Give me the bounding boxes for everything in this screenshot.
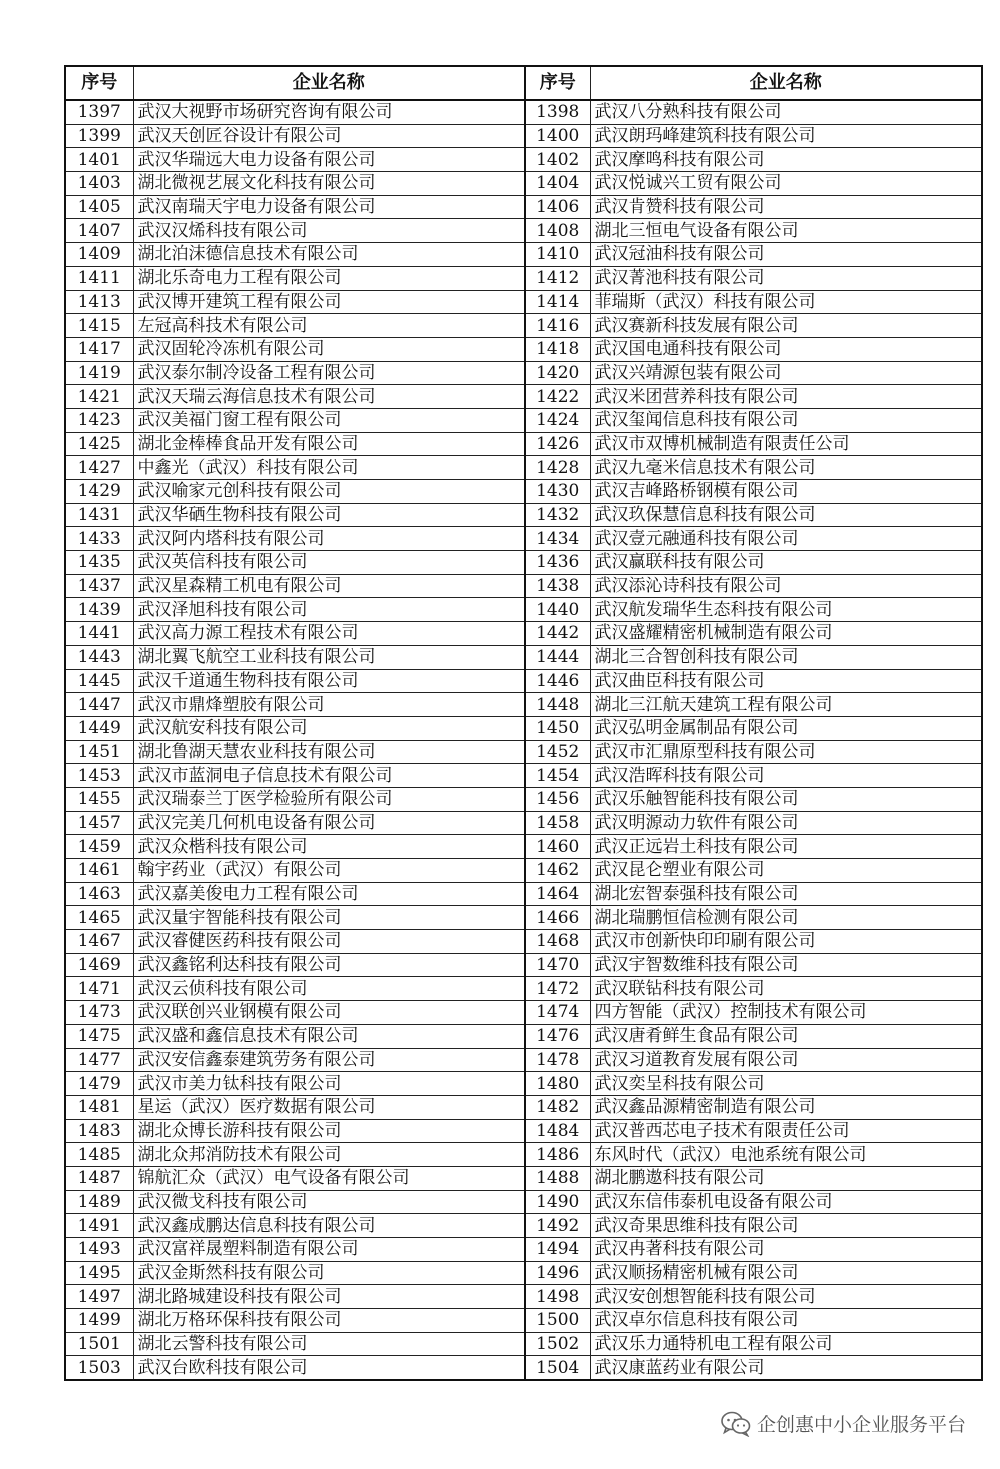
table-body bbox=[65, 100, 982, 1380]
serial-number-right: 1474 bbox=[525, 1001, 590, 1025]
serial-number-right: 1464 bbox=[525, 882, 590, 906]
serial-number-left: 1437 bbox=[65, 574, 133, 598]
company-name-right: 武汉鑫品源精密制造有限公司 bbox=[590, 1095, 982, 1119]
company-name-right: 武汉市创新快印印刷有限公司 bbox=[590, 930, 982, 954]
company-name-left: 武汉航安科技有限公司 bbox=[133, 716, 525, 740]
serial-number-right: 1450 bbox=[525, 716, 590, 740]
table-row bbox=[65, 740, 982, 764]
company-name-left: 左冠高科技术有限公司 bbox=[133, 314, 525, 338]
serial-number-right: 1504 bbox=[525, 1356, 590, 1380]
serial-number-left: 1497 bbox=[65, 1285, 133, 1309]
table-row bbox=[65, 977, 982, 1001]
company-name-left: 武汉阿内塔科技有限公司 bbox=[133, 527, 525, 551]
table-row bbox=[65, 219, 982, 243]
serial-number-left: 1463 bbox=[65, 882, 133, 906]
table-row bbox=[65, 456, 982, 480]
serial-number-left: 1443 bbox=[65, 645, 133, 669]
serial-number-right: 1502 bbox=[525, 1332, 590, 1356]
company-name-right: 武汉奕呈科技有限公司 bbox=[590, 1072, 982, 1096]
company-name-right: 武汉赛新科技发展有限公司 bbox=[590, 314, 982, 338]
company-name-left: 武汉完美几何机电设备有限公司 bbox=[133, 811, 525, 835]
company-name-right: 武汉东信伟泰机电设备有限公司 bbox=[590, 1190, 982, 1214]
serial-number-left: 1411 bbox=[65, 266, 133, 290]
company-name-right: 武汉玺闻信息科技有限公司 bbox=[590, 408, 982, 432]
company-name-left: 武汉市美力钛科技有限公司 bbox=[133, 1072, 525, 1096]
company-name-right: 武汉八分熟科技有限公司 bbox=[590, 100, 982, 124]
company-name-left: 武汉安信鑫泰建筑劳务有限公司 bbox=[133, 1048, 525, 1072]
serial-number-left: 1453 bbox=[65, 764, 133, 788]
table-row bbox=[65, 527, 982, 551]
table-row bbox=[65, 1332, 982, 1356]
serial-number-right: 1418 bbox=[525, 337, 590, 361]
serial-number-left: 1423 bbox=[65, 408, 133, 432]
serial-number-left: 1457 bbox=[65, 811, 133, 835]
serial-number-right: 1426 bbox=[525, 432, 590, 456]
serial-number-left: 1469 bbox=[65, 953, 133, 977]
company-name-right: 武汉吉峰路桥钢模有限公司 bbox=[590, 480, 982, 504]
table-row bbox=[65, 124, 982, 148]
serial-number-left: 1439 bbox=[65, 598, 133, 622]
table-row bbox=[65, 882, 982, 906]
company-name-left: 中鑫光（武汉）科技有限公司 bbox=[133, 456, 525, 480]
company-name-left: 武汉华瑞远大电力设备有限公司 bbox=[133, 148, 525, 172]
serial-number-right: 1404 bbox=[525, 172, 590, 196]
company-name-left: 武汉云侦科技有限公司 bbox=[133, 977, 525, 1001]
company-name-left: 武汉鑫铭利达科技有限公司 bbox=[133, 953, 525, 977]
serial-number-right: 1402 bbox=[525, 148, 590, 172]
serial-number-right: 1476 bbox=[525, 1024, 590, 1048]
company-name-right: 武汉盛耀精密机械制造有限公司 bbox=[590, 622, 982, 646]
serial-number-right: 1422 bbox=[525, 385, 590, 409]
serial-number-right: 1492 bbox=[525, 1214, 590, 1238]
company-name-left: 武汉联创兴业钢模有限公司 bbox=[133, 1001, 525, 1025]
table-row bbox=[65, 1048, 982, 1072]
table-row bbox=[65, 1072, 982, 1096]
serial-number-left: 1493 bbox=[65, 1238, 133, 1262]
company-name-left: 湖北金棒棒食品开发有限公司 bbox=[133, 432, 525, 456]
table-row bbox=[65, 859, 982, 883]
serial-number-left: 1473 bbox=[65, 1001, 133, 1025]
table-row bbox=[65, 100, 982, 124]
serial-number-right: 1458 bbox=[525, 811, 590, 835]
serial-number-right: 1432 bbox=[525, 503, 590, 527]
wechat-icon bbox=[721, 1411, 751, 1437]
serial-number-right: 1408 bbox=[525, 219, 590, 243]
serial-number-left: 1485 bbox=[65, 1143, 133, 1167]
company-name-left: 武汉睿健医药科技有限公司 bbox=[133, 930, 525, 954]
serial-number-left: 1461 bbox=[65, 859, 133, 883]
header-serial-right: 序号 bbox=[525, 66, 590, 100]
serial-number-left: 1431 bbox=[65, 503, 133, 527]
company-name-left: 武汉泽旭科技有限公司 bbox=[133, 598, 525, 622]
serial-number-right: 1456 bbox=[525, 787, 590, 811]
serial-number-right: 1452 bbox=[525, 740, 590, 764]
company-name-right: 武汉顺扬精密机械有限公司 bbox=[590, 1261, 982, 1285]
company-name-right: 武汉唐肴鲜生食品有限公司 bbox=[590, 1024, 982, 1048]
serial-number-right: 1484 bbox=[525, 1119, 590, 1143]
company-name-right: 武汉壹元融通科技有限公司 bbox=[590, 527, 982, 551]
serial-number-left: 1499 bbox=[65, 1309, 133, 1333]
table-row bbox=[65, 408, 982, 432]
serial-number-left: 1419 bbox=[65, 361, 133, 385]
serial-number-left: 1467 bbox=[65, 930, 133, 954]
table-row bbox=[65, 645, 982, 669]
company-name-left: 星运（武汉）医疗数据有限公司 bbox=[133, 1095, 525, 1119]
table-row bbox=[65, 622, 982, 646]
serial-number-right: 1488 bbox=[525, 1166, 590, 1190]
serial-number-left: 1475 bbox=[65, 1024, 133, 1048]
table-row bbox=[65, 314, 982, 338]
table-row bbox=[65, 1238, 982, 1262]
company-name-left: 湖北鲁湖天慧农业科技有限公司 bbox=[133, 740, 525, 764]
company-name-left: 锦航汇众（武汉）电气设备有限公司 bbox=[133, 1166, 525, 1190]
company-name-right: 武汉习道教育发展有限公司 bbox=[590, 1048, 982, 1072]
serial-number-left: 1425 bbox=[65, 432, 133, 456]
company-name-left: 武汉高力源工程技术有限公司 bbox=[133, 622, 525, 646]
table-row bbox=[65, 598, 982, 622]
serial-number-left: 1427 bbox=[65, 456, 133, 480]
serial-number-left: 1483 bbox=[65, 1119, 133, 1143]
company-name-left: 武汉市鼎烽塑胶有限公司 bbox=[133, 693, 525, 717]
company-name-right: 武汉航发瑞华生态科技有限公司 bbox=[590, 598, 982, 622]
company-name-right: 湖北瑞鹏恒信检测有限公司 bbox=[590, 906, 982, 930]
serial-number-left: 1435 bbox=[65, 551, 133, 575]
serial-number-left: 1449 bbox=[65, 716, 133, 740]
company-name-right: 武汉乐力通特机电工程有限公司 bbox=[590, 1332, 982, 1356]
serial-number-left: 1409 bbox=[65, 243, 133, 267]
company-name-left: 武汉盛和鑫信息技术有限公司 bbox=[133, 1024, 525, 1048]
company-name-right: 武汉康蓝药业有限公司 bbox=[590, 1356, 982, 1380]
company-name-right: 武汉摩鸣科技有限公司 bbox=[590, 148, 982, 172]
serial-number-right: 1400 bbox=[525, 124, 590, 148]
serial-number-right: 1430 bbox=[525, 480, 590, 504]
serial-number-left: 1481 bbox=[65, 1095, 133, 1119]
serial-number-left: 1403 bbox=[65, 172, 133, 196]
serial-number-right: 1444 bbox=[525, 645, 590, 669]
company-name-right: 湖北三合智创科技有限公司 bbox=[590, 645, 982, 669]
company-name-right: 武汉乐触智能科技有限公司 bbox=[590, 787, 982, 811]
serial-number-left: 1413 bbox=[65, 290, 133, 314]
serial-number-right: 1410 bbox=[525, 243, 590, 267]
company-name-left: 湖北翼飞航空工业科技有限公司 bbox=[133, 645, 525, 669]
serial-number-right: 1478 bbox=[525, 1048, 590, 1072]
table-row bbox=[65, 337, 982, 361]
table-row bbox=[65, 290, 982, 314]
company-name-right: 湖北三江航天建筑工程有限公司 bbox=[590, 693, 982, 717]
table-row bbox=[65, 906, 982, 930]
company-name-left: 武汉众楷科技有限公司 bbox=[133, 835, 525, 859]
company-name-left: 湖北众博长游科技有限公司 bbox=[133, 1119, 525, 1143]
serial-number-left: 1429 bbox=[65, 480, 133, 504]
company-name-right: 东风时代（武汉）电池系统有限公司 bbox=[590, 1143, 982, 1167]
company-name-right: 武汉市汇鼎原型科技有限公司 bbox=[590, 740, 982, 764]
company-name-left: 武汉瑞泰兰丁医学检验所有限公司 bbox=[133, 787, 525, 811]
serial-number-right: 1462 bbox=[525, 859, 590, 883]
table-row bbox=[65, 385, 982, 409]
table-row bbox=[65, 1356, 982, 1380]
serial-number-left: 1455 bbox=[65, 787, 133, 811]
company-name-left: 武汉泰尔制冷设备工程有限公司 bbox=[133, 361, 525, 385]
company-name-left: 湖北泊沫德信息技术有限公司 bbox=[133, 243, 525, 267]
serial-number-left: 1441 bbox=[65, 622, 133, 646]
table-row bbox=[65, 1119, 982, 1143]
company-name-left: 武汉天创匠谷设计有限公司 bbox=[133, 124, 525, 148]
serial-number-left: 1491 bbox=[65, 1214, 133, 1238]
serial-number-left: 1487 bbox=[65, 1166, 133, 1190]
table-row bbox=[65, 1095, 982, 1119]
company-name-right: 武汉冠油科技有限公司 bbox=[590, 243, 982, 267]
company-name-right: 武汉昆仑塑业有限公司 bbox=[590, 859, 982, 883]
serial-number-left: 1459 bbox=[65, 835, 133, 859]
table-row bbox=[65, 1261, 982, 1285]
company-name-left: 翰宇药业（武汉）有限公司 bbox=[133, 859, 525, 883]
company-name-right: 武汉市双博机械制造有限责任公司 bbox=[590, 432, 982, 456]
company-name-right: 四方智能（武汉）控制技术有限公司 bbox=[590, 1001, 982, 1025]
company-name-right: 武汉卓尔信息科技有限公司 bbox=[590, 1309, 982, 1333]
serial-number-right: 1442 bbox=[525, 622, 590, 646]
company-name-left: 武汉市蓝洞电子信息技术有限公司 bbox=[133, 764, 525, 788]
company-name-right: 武汉曲臣科技有限公司 bbox=[590, 669, 982, 693]
serial-number-right: 1438 bbox=[525, 574, 590, 598]
table-row bbox=[65, 1214, 982, 1238]
serial-number-right: 1416 bbox=[525, 314, 590, 338]
table-row bbox=[65, 669, 982, 693]
serial-number-right: 1470 bbox=[525, 953, 590, 977]
company-name-left: 湖北云警科技有限公司 bbox=[133, 1332, 525, 1356]
serial-number-right: 1490 bbox=[525, 1190, 590, 1214]
table-row bbox=[65, 432, 982, 456]
table-row bbox=[65, 811, 982, 835]
table-row bbox=[65, 835, 982, 859]
company-name-left: 武汉微戈科技有限公司 bbox=[133, 1190, 525, 1214]
company-name-right: 武汉明源动力软件有限公司 bbox=[590, 811, 982, 835]
company-name-left: 武汉嘉美俊电力工程有限公司 bbox=[133, 882, 525, 906]
serial-number-right: 1436 bbox=[525, 551, 590, 575]
serial-number-right: 1446 bbox=[525, 669, 590, 693]
serial-number-left: 1407 bbox=[65, 219, 133, 243]
company-name-left: 湖北乐奇电力工程有限公司 bbox=[133, 266, 525, 290]
company-name-left: 武汉富祥晟塑料制造有限公司 bbox=[133, 1238, 525, 1262]
company-name-right: 菲瑞斯（武汉）科技有限公司 bbox=[590, 290, 982, 314]
company-name-right: 湖北宏智泰强科技有限公司 bbox=[590, 882, 982, 906]
company-name-right: 武汉兴靖源包装有限公司 bbox=[590, 361, 982, 385]
serial-number-right: 1496 bbox=[525, 1261, 590, 1285]
company-name-left: 湖北微视艺展文化科技有限公司 bbox=[133, 172, 525, 196]
watermark bbox=[721, 1410, 966, 1437]
serial-number-left: 1397 bbox=[65, 100, 133, 124]
table-row bbox=[65, 480, 982, 504]
header-company-name-left: 企业名称 bbox=[133, 66, 525, 100]
company-name-right: 武汉普西芯电子技术有限责任公司 bbox=[590, 1119, 982, 1143]
serial-number-right: 1434 bbox=[525, 527, 590, 551]
serial-number-left: 1501 bbox=[65, 1332, 133, 1356]
company-name-left: 武汉固轮冷冻机有限公司 bbox=[133, 337, 525, 361]
company-name-left: 武汉大视野市场研究咨询有限公司 bbox=[133, 100, 525, 124]
serial-number-left: 1477 bbox=[65, 1048, 133, 1072]
serial-number-right: 1480 bbox=[525, 1072, 590, 1096]
table-row bbox=[65, 1024, 982, 1048]
serial-number-left: 1479 bbox=[65, 1072, 133, 1096]
company-name-right: 武汉弘明金属制品有限公司 bbox=[590, 716, 982, 740]
company-name-right: 武汉玖保慧信息科技有限公司 bbox=[590, 503, 982, 527]
company-name-left: 武汉天瑞云海信息技术有限公司 bbox=[133, 385, 525, 409]
table-row bbox=[65, 1309, 982, 1333]
table-row bbox=[65, 551, 982, 575]
table-row bbox=[65, 1166, 982, 1190]
serial-number-left: 1417 bbox=[65, 337, 133, 361]
serial-number-right: 1494 bbox=[525, 1238, 590, 1262]
serial-number-right: 1428 bbox=[525, 456, 590, 480]
table-row bbox=[65, 243, 982, 267]
company-name-right: 武汉米团营养科技有限公司 bbox=[590, 385, 982, 409]
serial-number-left: 1405 bbox=[65, 195, 133, 219]
serial-number-left: 1495 bbox=[65, 1261, 133, 1285]
serial-number-right: 1406 bbox=[525, 195, 590, 219]
serial-number-right: 1468 bbox=[525, 930, 590, 954]
serial-number-left: 1447 bbox=[65, 693, 133, 717]
company-name-right: 武汉九毫米信息技术有限公司 bbox=[590, 456, 982, 480]
company-name-right: 武汉赢联科技有限公司 bbox=[590, 551, 982, 575]
table-row bbox=[65, 1190, 982, 1214]
serial-number-left: 1421 bbox=[65, 385, 133, 409]
company-name-right: 武汉国电通科技有限公司 bbox=[590, 337, 982, 361]
company-name-left: 武汉台欧科技有限公司 bbox=[133, 1356, 525, 1380]
table-row bbox=[65, 574, 982, 598]
serial-number-right: 1398 bbox=[525, 100, 590, 124]
serial-number-right: 1500 bbox=[525, 1309, 590, 1333]
company-name-right: 武汉朗玛峰建筑科技有限公司 bbox=[590, 124, 982, 148]
header-serial-left: 序号 bbox=[65, 66, 133, 100]
serial-number-left: 1451 bbox=[65, 740, 133, 764]
serial-number-left: 1399 bbox=[65, 124, 133, 148]
company-name-left: 武汉喻家元创科技有限公司 bbox=[133, 480, 525, 504]
company-name-right: 武汉宇智数维科技有限公司 bbox=[590, 953, 982, 977]
company-name-left: 武汉美福门窗工程有限公司 bbox=[133, 408, 525, 432]
table-row bbox=[65, 503, 982, 527]
company-name-left: 武汉量宇智能科技有限公司 bbox=[133, 906, 525, 930]
company-name-left: 湖北路城建设科技有限公司 bbox=[133, 1285, 525, 1309]
company-name-left: 武汉星森精工机电有限公司 bbox=[133, 574, 525, 598]
serial-number-left: 1471 bbox=[65, 977, 133, 1001]
table-row bbox=[65, 787, 982, 811]
table-row bbox=[65, 693, 982, 717]
company-name-left: 武汉汉烯科技有限公司 bbox=[133, 219, 525, 243]
company-name-left: 武汉千道通生物科技有限公司 bbox=[133, 669, 525, 693]
company-name-right: 武汉悦诚兴工贸有限公司 bbox=[590, 172, 982, 196]
company-name-left: 湖北众邦消防技术有限公司 bbox=[133, 1143, 525, 1167]
table-row bbox=[65, 764, 982, 788]
table-row bbox=[65, 266, 982, 290]
serial-number-right: 1498 bbox=[525, 1285, 590, 1309]
serial-number-right: 1440 bbox=[525, 598, 590, 622]
serial-number-left: 1465 bbox=[65, 906, 133, 930]
company-name-right: 武汉添沁诗科技有限公司 bbox=[590, 574, 982, 598]
table-row bbox=[65, 716, 982, 740]
serial-number-right: 1448 bbox=[525, 693, 590, 717]
company-name-left: 武汉博开建筑工程有限公司 bbox=[133, 290, 525, 314]
serial-number-left: 1445 bbox=[65, 669, 133, 693]
serial-number-right: 1424 bbox=[525, 408, 590, 432]
company-name-right: 湖北三恒电气设备有限公司 bbox=[590, 219, 982, 243]
company-name-right: 湖北鹏遨科技有限公司 bbox=[590, 1166, 982, 1190]
serial-number-right: 1486 bbox=[525, 1143, 590, 1167]
table-row bbox=[65, 195, 982, 219]
serial-number-left: 1401 bbox=[65, 148, 133, 172]
serial-number-right: 1482 bbox=[525, 1095, 590, 1119]
header-company-name-right: 企业名称 bbox=[590, 66, 982, 100]
company-name-right: 武汉浩晖科技有限公司 bbox=[590, 764, 982, 788]
table-row bbox=[65, 953, 982, 977]
table-row bbox=[65, 172, 982, 196]
company-name-left: 武汉南瑞天宇电力设备有限公司 bbox=[133, 195, 525, 219]
serial-number-left: 1433 bbox=[65, 527, 133, 551]
serial-number-right: 1420 bbox=[525, 361, 590, 385]
serial-number-left: 1489 bbox=[65, 1190, 133, 1214]
company-name-left: 武汉鑫成鹏达信息科技有限公司 bbox=[133, 1214, 525, 1238]
table-row bbox=[65, 930, 982, 954]
company-name-right: 武汉冉著科技有限公司 bbox=[590, 1238, 982, 1262]
company-name-left: 武汉金斯然科技有限公司 bbox=[133, 1261, 525, 1285]
table-row bbox=[65, 361, 982, 385]
company-name-right: 武汉联钻科技有限公司 bbox=[590, 977, 982, 1001]
company-name-right: 武汉奇果思维科技有限公司 bbox=[590, 1214, 982, 1238]
company-name-right: 武汉菁池科技有限公司 bbox=[590, 266, 982, 290]
company-name-left: 武汉英信科技有限公司 bbox=[133, 551, 525, 575]
company-list-table bbox=[64, 65, 983, 1381]
company-name-right: 武汉正远岩土科技有限公司 bbox=[590, 835, 982, 859]
table-header-row bbox=[65, 66, 982, 100]
table-row bbox=[65, 1001, 982, 1025]
table-row bbox=[65, 148, 982, 172]
serial-number-right: 1454 bbox=[525, 764, 590, 788]
serial-number-left: 1503 bbox=[65, 1356, 133, 1380]
company-name-left: 湖北万格环保科技有限公司 bbox=[133, 1309, 525, 1333]
serial-number-right: 1414 bbox=[525, 290, 590, 314]
company-name-right: 武汉肯赞科技有限公司 bbox=[590, 195, 982, 219]
company-name-left: 武汉华硒生物科技有限公司 bbox=[133, 503, 525, 527]
serial-number-right: 1412 bbox=[525, 266, 590, 290]
company-name-right: 武汉安创想智能科技有限公司 bbox=[590, 1285, 982, 1309]
serial-number-left: 1415 bbox=[65, 314, 133, 338]
table-row bbox=[65, 1143, 982, 1167]
serial-number-right: 1460 bbox=[525, 835, 590, 859]
serial-number-right: 1466 bbox=[525, 906, 590, 930]
serial-number-right: 1472 bbox=[525, 977, 590, 1001]
table-row bbox=[65, 1285, 982, 1309]
watermark-text: 企创惠中小企业服务平台 bbox=[756, 1414, 966, 1436]
